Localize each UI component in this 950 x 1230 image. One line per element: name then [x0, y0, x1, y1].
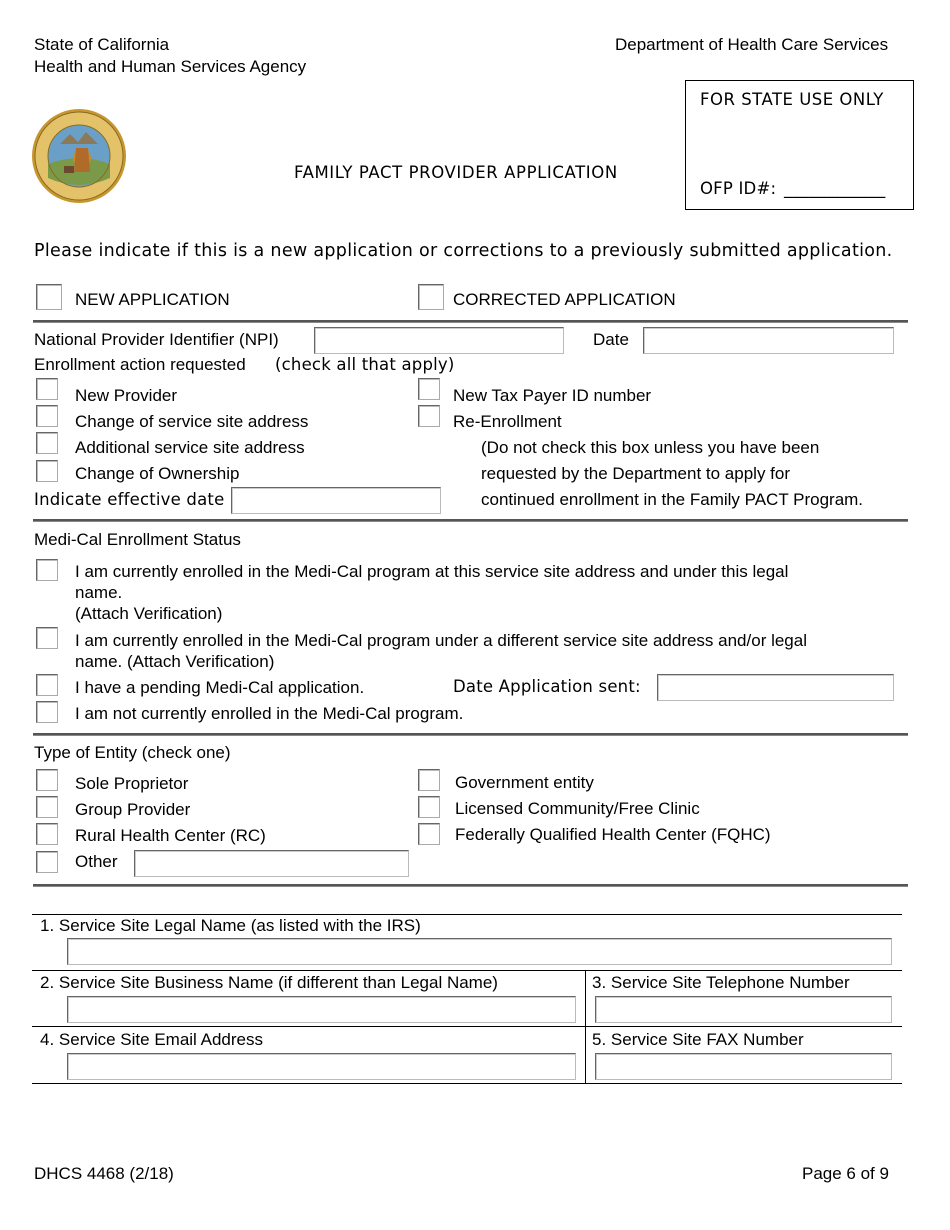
section-divider — [33, 519, 908, 522]
new-application-checkbox[interactable] — [36, 284, 62, 310]
table-column-divider — [585, 970, 586, 1084]
medical-enrolled-different-line-1: I am currently enrolled in the Medi-Cal program under a different service site address and/or legal — [75, 631, 807, 650]
section-divider — [33, 733, 908, 736]
table-border-bottom — [32, 1083, 902, 1084]
rural-health-center-label: Rural Health Center (RC) — [75, 826, 266, 845]
npi-label: National Provider Identifier (NPI) — [34, 330, 279, 349]
medical-pending-label: I have a pending Medi-Cal application. — [75, 678, 365, 697]
table-row-divider — [32, 1026, 902, 1027]
corrected-application-checkbox[interactable] — [418, 284, 444, 310]
table-row-divider — [32, 970, 902, 971]
table-border-top — [32, 914, 902, 915]
medical-enrolled-same-line-3: (Attach Verification) — [75, 604, 223, 623]
medical-pending-checkbox[interactable] — [36, 674, 58, 696]
effective-date-input[interactable] — [231, 487, 441, 514]
date-input[interactable] — [643, 327, 894, 354]
telephone-input[interactable] — [595, 996, 892, 1023]
business-name-input[interactable] — [67, 996, 576, 1023]
group-provider-checkbox[interactable] — [36, 796, 58, 818]
intro-text: Please indicate if this is a new application or corrections to a previously submitted application. — [34, 241, 893, 261]
email-label: 4. Service Site Email Address — [40, 1030, 263, 1049]
medical-not-enrolled-label: I am not currently enrolled in the Medi-Cal program. — [75, 704, 464, 723]
fqhc-checkbox[interactable] — [418, 823, 440, 845]
new-tax-id-checkbox[interactable] — [418, 378, 440, 400]
change-ownership-label: Change of Ownership — [75, 464, 240, 483]
enrollment-action-note: (check all that apply) — [275, 355, 455, 374]
other-entity-label: Other — [75, 852, 118, 871]
government-entity-checkbox[interactable] — [418, 769, 440, 791]
legal-name-label: 1. Service Site Legal Name (as listed with the IRS) — [40, 916, 421, 935]
additional-site-address-checkbox[interactable] — [36, 432, 58, 454]
medical-not-enrolled-checkbox[interactable] — [36, 701, 58, 723]
re-enrollment-label: Re-Enrollment — [453, 412, 562, 431]
section-divider — [33, 884, 908, 887]
new-tax-id-label: New Tax Payer ID number — [453, 386, 652, 405]
enrollment-action-label: Enrollment action requested — [34, 355, 246, 374]
other-entity-checkbox[interactable] — [36, 851, 58, 873]
additional-site-address-label: Additional service site address — [75, 438, 305, 457]
re-enrollment-note-line-1: (Do not check this box unless you have been — [481, 438, 820, 457]
fax-label: 5. Service Site FAX Number — [592, 1030, 804, 1049]
date-sent-input[interactable] — [657, 674, 894, 701]
medical-enrolled-same-line-1: I am currently enrolled in the Medi-Cal program at this service site address and under this legal — [75, 562, 789, 581]
state-seal — [30, 108, 128, 204]
effective-date-label: Indicate effective date — [34, 490, 225, 509]
medical-heading: Medi-Cal Enrollment Status — [34, 530, 241, 549]
group-provider-label: Group Provider — [75, 800, 191, 819]
ofp-id-blank: ____________ — [784, 179, 886, 198]
form-id: DHCS 4468 (2/18) — [34, 1164, 174, 1183]
corrected-application-label: CORRECTED APPLICATION — [453, 290, 676, 309]
re-enrollment-note-line-3: continued enrollment in the Family PACT Program. — [481, 490, 864, 509]
section-divider — [33, 320, 908, 323]
new-provider-label: New Provider — [75, 386, 178, 405]
business-name-label: 2. Service Site Business Name (if different than Legal Name) — [40, 973, 498, 992]
medical-enrolled-different-line-2: name. (Attach Verification) — [75, 652, 275, 671]
new-application-label: NEW APPLICATION — [75, 290, 230, 309]
change-ownership-checkbox[interactable] — [36, 460, 58, 482]
legal-name-input[interactable] — [67, 938, 892, 965]
date-sent-label: Date Application sent: — [453, 677, 641, 696]
page-number: Page 6 of 9 — [802, 1164, 889, 1183]
medical-enrolled-same-checkbox[interactable] — [36, 559, 58, 581]
ofp-id-label: OFP ID#: — [700, 179, 777, 198]
form-title: FAMILY PACT PROVIDER APPLICATION — [294, 163, 618, 182]
fqhc-label: Federally Qualified Health Center (FQHC) — [455, 825, 771, 844]
department-name: Department of Health Care Services — [615, 35, 889, 54]
community-clinic-label: Licensed Community/Free Clinic — [455, 799, 700, 818]
date-label: Date — [593, 330, 629, 349]
medical-enrolled-same-line-2: name. — [75, 583, 123, 602]
medical-enrolled-different-checkbox[interactable] — [36, 627, 58, 649]
government-entity-label: Government entity — [455, 773, 594, 792]
state-name: State of California — [34, 35, 170, 54]
community-clinic-checkbox[interactable] — [418, 796, 440, 818]
telephone-label: 3. Service Site Telephone Number — [592, 973, 850, 992]
fax-input[interactable] — [595, 1053, 892, 1080]
re-enrollment-checkbox[interactable] — [418, 405, 440, 427]
agency-name: Health and Human Services Agency — [34, 57, 307, 76]
new-provider-checkbox[interactable] — [36, 378, 58, 400]
sole-proprietor-label: Sole Proprietor — [75, 774, 189, 793]
npi-input[interactable] — [314, 327, 564, 354]
state-use-label: FOR STATE USE ONLY — [700, 90, 884, 109]
rural-health-center-checkbox[interactable] — [36, 823, 58, 845]
re-enrollment-note-line-2: requested by the Department to apply for — [481, 464, 791, 483]
entity-heading: Type of Entity (check one) — [34, 743, 231, 762]
email-input[interactable] — [67, 1053, 576, 1080]
sole-proprietor-checkbox[interactable] — [36, 769, 58, 791]
other-entity-input[interactable] — [134, 850, 409, 877]
change-site-address-label: Change of service site address — [75, 412, 309, 431]
change-site-address-checkbox[interactable] — [36, 405, 58, 427]
